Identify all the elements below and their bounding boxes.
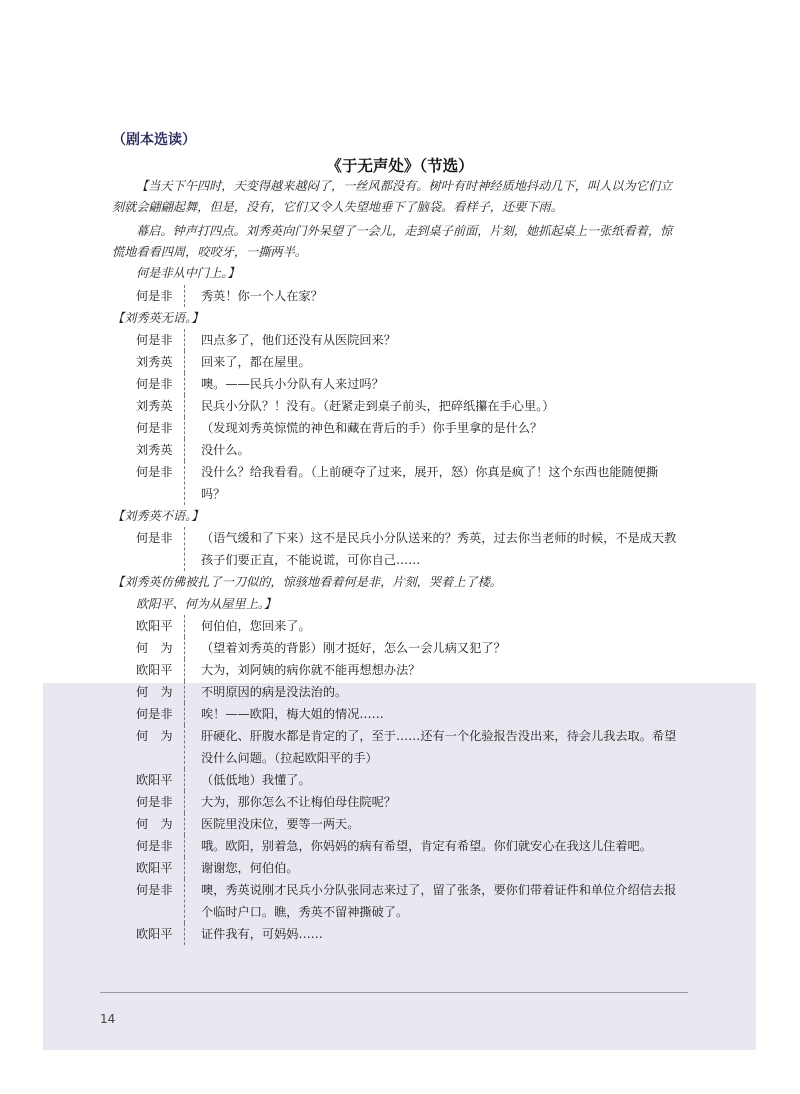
dialogue-line: 秀英！你一个人在家？: [201, 289, 323, 303]
speaker-name: 欧阳平: [136, 619, 173, 633]
dialogue-line: 民兵小分队？！没有。（赶紧走到桌子前头，把碎纸攥在手心里。）: [201, 399, 555, 413]
dialogue-row: [136, 725, 681, 769]
dialogue-line: 不明原因的病是没法治的。: [201, 685, 348, 699]
dialogue-row: [136, 285, 681, 307]
dialogue-line: 没什么？给我看看。（上前硬夺了过来，展开，怒）你真是疯了！这个东西也能随便撕吗？: [201, 465, 659, 501]
dialogue-line: （望着刘秀英的背影）刚才挺好，怎么一会儿病又犯了？: [201, 641, 506, 655]
dialogue-line: 大为，刘阿姨的病你就不能再想想办法？: [201, 663, 421, 677]
speaker-name: 刘秀英: [136, 355, 173, 369]
speaker-name: 刘秀英: [136, 399, 173, 413]
dialogue-row: [136, 615, 681, 637]
dialogue-line: 哦。欧阳，别着急，你妈妈的病有希望，肯定有希望。你们就安心在我这儿住着吧。: [201, 839, 652, 853]
dialogue-row: [136, 329, 681, 351]
speaker-name: 何是非: [136, 795, 173, 809]
dialogue-line: （发现刘秀英惊慌的神色和藏在背后的手）你手里拿的是什么？: [201, 421, 543, 435]
stage-direction: 【刘秀英不语。】: [112, 509, 204, 523]
speaker-name: 欧阳平: [136, 861, 173, 875]
dialogue-row: [136, 373, 681, 395]
speaker-name: 欧阳平: [136, 773, 173, 787]
dialogue-row: [136, 681, 681, 703]
page-title: 《于无声处》（节选）: [326, 157, 474, 175]
dialogue-row: [136, 923, 681, 945]
speaker-name: 何 为: [136, 641, 173, 655]
speaker-name: 何是非: [136, 531, 173, 545]
stage-direction-row: [112, 505, 681, 527]
dialogue-row: [136, 835, 681, 857]
stage-direction-curtain: 幕启。钟声打四点。刘秀英向门外呆望了一会儿，走到桌子前面，片刻，她抓起桌上一张纸看着，惊慌地看看四周，咬咬牙，一撕两半。: [112, 224, 673, 259]
dialogue-row: [136, 527, 681, 571]
dialogue-row: [136, 461, 681, 505]
dialogue-line: 唉！——欧阳，梅大姐的情况……: [201, 707, 384, 721]
speaker-name: 何是非: [136, 377, 173, 391]
stage-direction-row: [136, 593, 681, 615]
dialogue-row: [136, 813, 681, 835]
dialogue-line: 噢。——民兵小分队有人来过吗？: [201, 377, 384, 391]
dialogue-row: [136, 439, 681, 461]
section-label: （剧本选读）: [112, 132, 196, 148]
dialogue-line: （语气缓和了下来）这不是民兵小分队送来的？秀英，过去你当老师的时候，不是成天教孩子们要正直，不能说谎，可你自己……: [201, 531, 677, 567]
dialogue-row: [136, 791, 681, 813]
speaker-name: 何 为: [136, 685, 173, 699]
dialogue-line: 四点多了，他们还没有从医院回来？: [201, 333, 396, 347]
dialogue-row: [136, 659, 681, 681]
dialogue-row: [136, 637, 681, 659]
page-number: 14: [100, 1012, 116, 1026]
dialogue-line: （低低地）我懂了。: [201, 773, 311, 787]
stage-direction: 【刘秀英无语。】: [112, 311, 204, 325]
dialogue-line: 何伯伯，您回来了。: [201, 619, 311, 633]
dialogue-line: 大为，那你怎么不让梅伯母住院呢？: [201, 795, 396, 809]
dialogue-line: 噢，秀英说刚才民兵小分队张同志来过了，留了张条，要你们带着证件和单位介绍信去报个临时户口。瞧，秀英不留神撕破了。: [201, 883, 677, 919]
dialogue-row: [136, 703, 681, 725]
dialogue-line: 谢谢您，何伯伯。: [201, 861, 299, 875]
speaker-name: 何 为: [136, 817, 173, 831]
speaker-name: 刘秀英: [136, 443, 173, 457]
dialogue-list: [112, 285, 681, 945]
stage-direction: 欧阳平、何为从屋里上。】: [136, 597, 277, 611]
speaker-name: 何是非: [136, 289, 173, 303]
stage-direction-row: [112, 571, 681, 593]
dialogue-line: 医院里没床位，要等一两天。: [201, 817, 360, 831]
speaker-name: 何是非: [136, 333, 173, 347]
speaker-name: 何是非: [136, 883, 173, 897]
dialogue-line: 回来了，都在屋里。: [201, 355, 311, 369]
dialogue-row: [136, 857, 681, 879]
dialogue-line: 肝硬化、肝腹水都是肯定的了，至于……还有一个化验报告没出来，待会儿我去取。希望没什么问题。（拉起欧阳平的手）: [201, 729, 677, 765]
speaker-name: 何是非: [136, 839, 173, 853]
speaker-name: 何是非: [136, 465, 173, 479]
speaker-name: 何 为: [136, 729, 173, 743]
footer-divider: [100, 992, 688, 993]
speaker-name: 何是非: [136, 707, 173, 721]
speaker-name: 欧阳平: [136, 927, 173, 941]
stage-direction: 【刘秀英仿佛被扎了一刀似的，惊骇地看着何是非，片刻，哭着上了楼。: [112, 575, 502, 589]
dialogue-row: [136, 395, 681, 417]
dialogue-line: 没什么。: [201, 443, 250, 457]
stage-direction-intro: 【当天下午四时，天变得越来越闷了，一丝风都没有。树叶有时神经质地抖动几下，叫人以为它们立刻就会翩翩起舞，但是，没有，它们又令人失望地垂下了脑袋。看样子，还要下雨。: [112, 179, 673, 214]
dialogue-row: [136, 879, 681, 923]
dialogue-row: [136, 351, 681, 373]
speaker-name: 欧阳平: [136, 663, 173, 677]
dialogue-row: [136, 417, 681, 439]
stage-direction-row: [112, 307, 681, 329]
dialogue-line: 证件我有，可妈妈……: [201, 927, 323, 941]
dialogue-row: [136, 769, 681, 791]
speaker-name: 何是非: [136, 421, 173, 435]
stage-direction-enter: 何是非从中门上。】: [136, 266, 240, 280]
